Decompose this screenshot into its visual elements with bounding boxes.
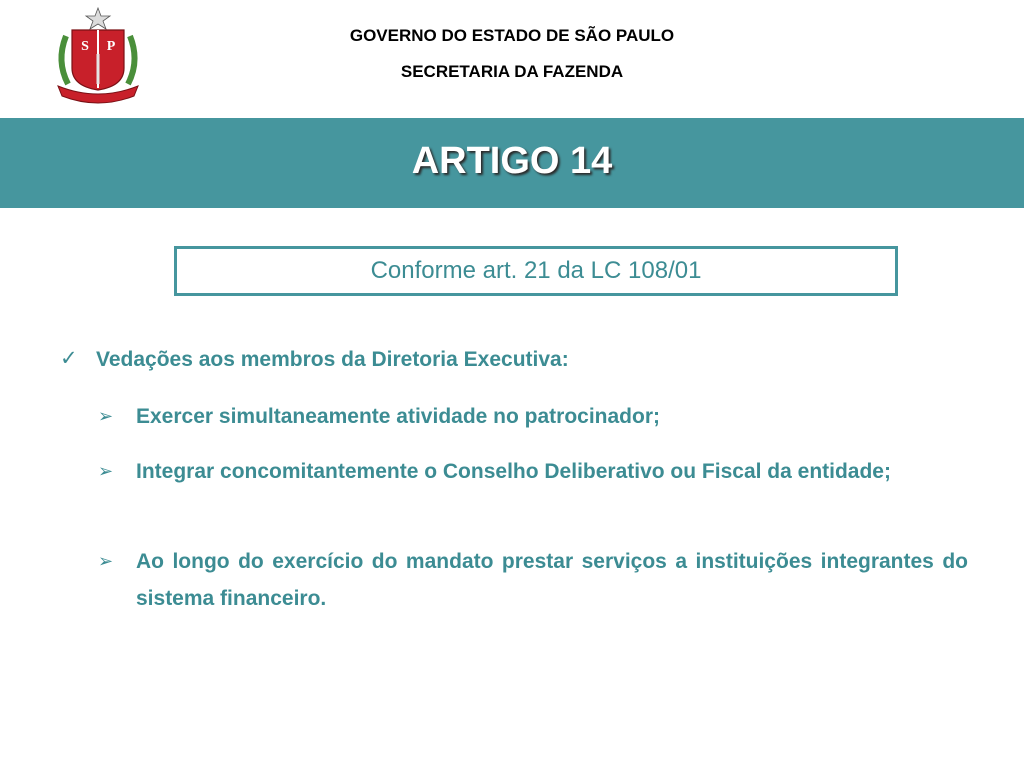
- list-item-text: Integrar concomitantemente o Conselho Deliberativo ou Fiscal da entidade;: [136, 460, 891, 483]
- logo-letter-p: P: [106, 39, 116, 54]
- list-item-text: Exercer simultaneamente atividade no patrocinador;: [136, 405, 660, 428]
- check-icon: ✓: [60, 347, 78, 370]
- main-bullet-text: Vedações aos membros da Diretoria Executiva:: [96, 348, 569, 371]
- slide-title: ARTIGO 14: [411, 140, 613, 182]
- arrow-icon: ➢: [98, 406, 114, 426]
- arrow-icon: ➢: [98, 461, 114, 481]
- logo-letter-s: S: [81, 39, 89, 54]
- sp-coat-of-arms-icon: [52, 6, 144, 104]
- reference-box: [174, 246, 898, 296]
- header-government-title: GOVERNO DO ESTADO DE SÃO PAULO: [349, 26, 675, 45]
- header-secretariat-title: SECRETARIA DA FAZENDA: [400, 62, 624, 81]
- reference-text: Conforme art. 21 da LC 108/01: [370, 257, 702, 284]
- arrow-icon: ➢: [98, 551, 114, 571]
- list-item-text: Ao longo do exercício do mandato prestar serviços a instituições integrantes do sistema financeiro.: [136, 550, 968, 610]
